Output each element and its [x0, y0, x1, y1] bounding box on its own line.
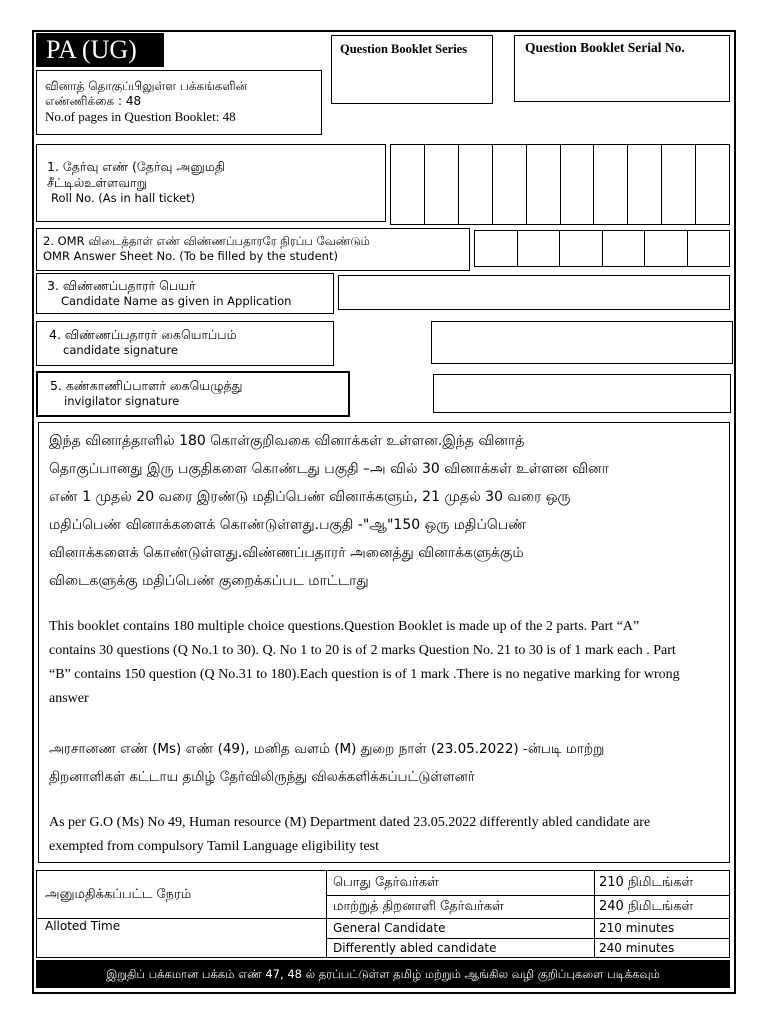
pages-count-box: [36, 70, 322, 135]
category-cell: General Candidate: [327, 919, 595, 938]
omr-cell[interactable]: [688, 231, 730, 266]
invigilator-signature-label-box: [36, 371, 350, 417]
instruction-en-line: contains 30 questions (Q No.1 to 30). Q. No 1 to 20 is of 2 marks Question No. 21 to 30 is of 1 mark each . Part: [49, 643, 676, 658]
omr-cell[interactable]: [645, 231, 688, 266]
instruction-ta-line: தொகுப்பானது இரு பகுதிகளை கொண்டது பகுதி –அ வில் 30 வினாக்கள் உள்ளன வினா: [49, 461, 609, 477]
invigilator-signature-ta: 5. கண்காணிப்பாளர் கையெழுத்து: [50, 378, 243, 393]
roll-no-ta-line1: 1. தேர்வு எண் (தேர்வு அனுமதி: [47, 159, 226, 174]
category-cell: Differently abled candidate: [327, 938, 595, 957]
instructions-box: [38, 422, 730, 863]
roll-no-cell[interactable]: [561, 145, 595, 224]
omr-ta-line: 2. OMR விடைத்தாள் எண் விண்ணப்பதாரரே நிரப்ப வேண்டும்: [43, 234, 370, 248]
instruction-en-line: answer: [49, 691, 89, 706]
roll-no-cell[interactable]: [594, 145, 628, 224]
candidate-signature-en: candidate signature: [63, 343, 178, 357]
question-booklet-series-label: Question Booklet Series: [340, 42, 468, 56]
invigilator-signature-en: invigilator signature: [64, 394, 180, 408]
go-tamil: [49, 735, 719, 791]
time-cell: 210 minutes: [595, 919, 730, 938]
omr-cell[interactable]: [518, 231, 561, 266]
roll-no-cell[interactable]: [662, 145, 696, 224]
omr-label-box: [36, 228, 470, 271]
candidate-signature-field[interactable]: [431, 321, 733, 364]
candidate-name-label-box: [36, 273, 334, 314]
category-cell: மாற்றுத் திறனாளி தேர்வர்கள்: [327, 896, 595, 919]
candidate-name-en: Candidate Name as given in Application: [61, 294, 292, 308]
category-cell: பொது தேர்வர்கள்: [327, 871, 595, 896]
omr-en: OMR Answer Sheet No. (To be filled by the student): [43, 249, 338, 263]
footer-notice: இறுதிப் பக்கமான பக்கம் எண் 47, 48 ல் தரப்பட்டுள்ள தமிழ் மற்றும் ஆங்கில வழி குறிப்புகளை படிக்கவும்: [36, 960, 730, 988]
instruction-en-line: “B” contains 150 question (Q No.31 to 180).Each question is of 1 mark .There is no negative marking for wrong: [49, 667, 680, 682]
roll-no-cell[interactable]: [628, 145, 662, 224]
omr-digit-cells[interactable]: [474, 230, 730, 267]
instructions-tamil: [49, 427, 719, 595]
candidate-name-ta: 3. விண்ணப்பதாரர் பெயர்: [47, 278, 196, 293]
go-ta-line: திறனாளிகள் கட்டாய தமிழ் தேர்விலிருந்து விலக்களிக்கப்பட்டுள்ளனர்: [49, 769, 475, 785]
instruction-ta-line: மதிப்பெண் வினாக்களைக் கொண்டுள்ளது.பகுதி -"ஆ"150 ஒரு மதிப்பெண்: [49, 517, 527, 533]
pages-en: No.of pages in Question Booklet: 48: [45, 109, 236, 124]
instruction-ta-line: வினாக்களைக் கொண்டுள்ளது.விண்ணப்பதாரர் அனைத்து வினாக்களுக்கும்: [49, 545, 524, 561]
omr-cell[interactable]: [603, 231, 646, 266]
booklet-code-badge: PA (UG): [36, 33, 164, 67]
pages-ta-line1: வினாத் தொகுப்பிலுள்ள பக்கங்களின்: [45, 79, 248, 93]
question-booklet-series-box[interactable]: [331, 35, 493, 104]
time-cell: 240 நிமிடங்கள்: [595, 896, 730, 919]
roll-no-ta-line2: சீட்டில்உள்ளவாறு: [47, 175, 148, 190]
candidate-signature-ta: 4. விண்ணப்பதாரர் கையொப்பம்: [49, 327, 237, 342]
go-en-line: exempted from compulsory Tamil Language eligibility test: [49, 839, 380, 854]
roll-no-digit-cells[interactable]: [390, 144, 730, 225]
time-cell: 240 minutes: [595, 938, 730, 957]
time-cell: 210 நிமிடங்கள்: [595, 871, 730, 896]
instruction-ta-line: விடைகளுக்கு மதிப்பெண் குறைக்கப்பட மாட்டாது: [49, 573, 369, 589]
roll-no-en: Roll No. (As in hall ticket): [51, 191, 196, 205]
instruction-ta-line: எண் 1 முதல் 20 வரை இரண்டு மதிப்பெண் வினாக்களும், 21 முதல் 30 வரை ஒரு: [49, 489, 571, 505]
instruction-en-line: This booklet contains 180 multiple choice questions.Question Booklet is made up of the 2 parts. Part “A”: [49, 619, 640, 634]
instructions-english: [49, 615, 719, 711]
candidate-name-field[interactable]: [338, 275, 730, 310]
roll-no-cell[interactable]: [527, 145, 561, 224]
roll-no-label-box: [36, 144, 386, 222]
go-ta-line: அரசானண எண் (Ms) எண் (49), மனித வளம் (M) துறை நாள் (23.05.2022) -ன்படி மாற்று: [49, 741, 605, 757]
invigilator-signature-field[interactable]: [433, 374, 731, 413]
candidate-signature-label-box: [36, 321, 334, 366]
alloted-time-table: [36, 870, 730, 958]
pages-ta-line2: எண்ணிக்கை : 48: [45, 94, 142, 108]
roll-no-cell[interactable]: [425, 145, 459, 224]
question-booklet-serial-label: Question Booklet Serial No.: [525, 40, 685, 55]
omr-cell[interactable]: [475, 231, 518, 266]
alloted-time-en: Alloted Time: [37, 919, 327, 958]
roll-no-cell[interactable]: [493, 145, 527, 224]
omr-cell[interactable]: [560, 231, 603, 266]
roll-no-cell[interactable]: [391, 145, 425, 224]
go-en-line: As per G.O (Ms) No 49, Human resource (M) Department dated 23.05.2022 differently abled candidate are: [49, 815, 651, 830]
alloted-time-ta: அனுமதிக்கப்பட்ட நேரம்: [37, 871, 327, 919]
roll-no-cell[interactable]: [696, 145, 729, 224]
question-booklet-serial-box[interactable]: [514, 35, 730, 102]
go-english: [49, 811, 719, 859]
roll-no-cell[interactable]: [459, 145, 493, 224]
instruction-ta-line: இந்த வினாத்தாளில் 180 கொள்குறிவகை வினாக்கள் உள்ளன.இந்த வினாத்: [49, 433, 525, 449]
